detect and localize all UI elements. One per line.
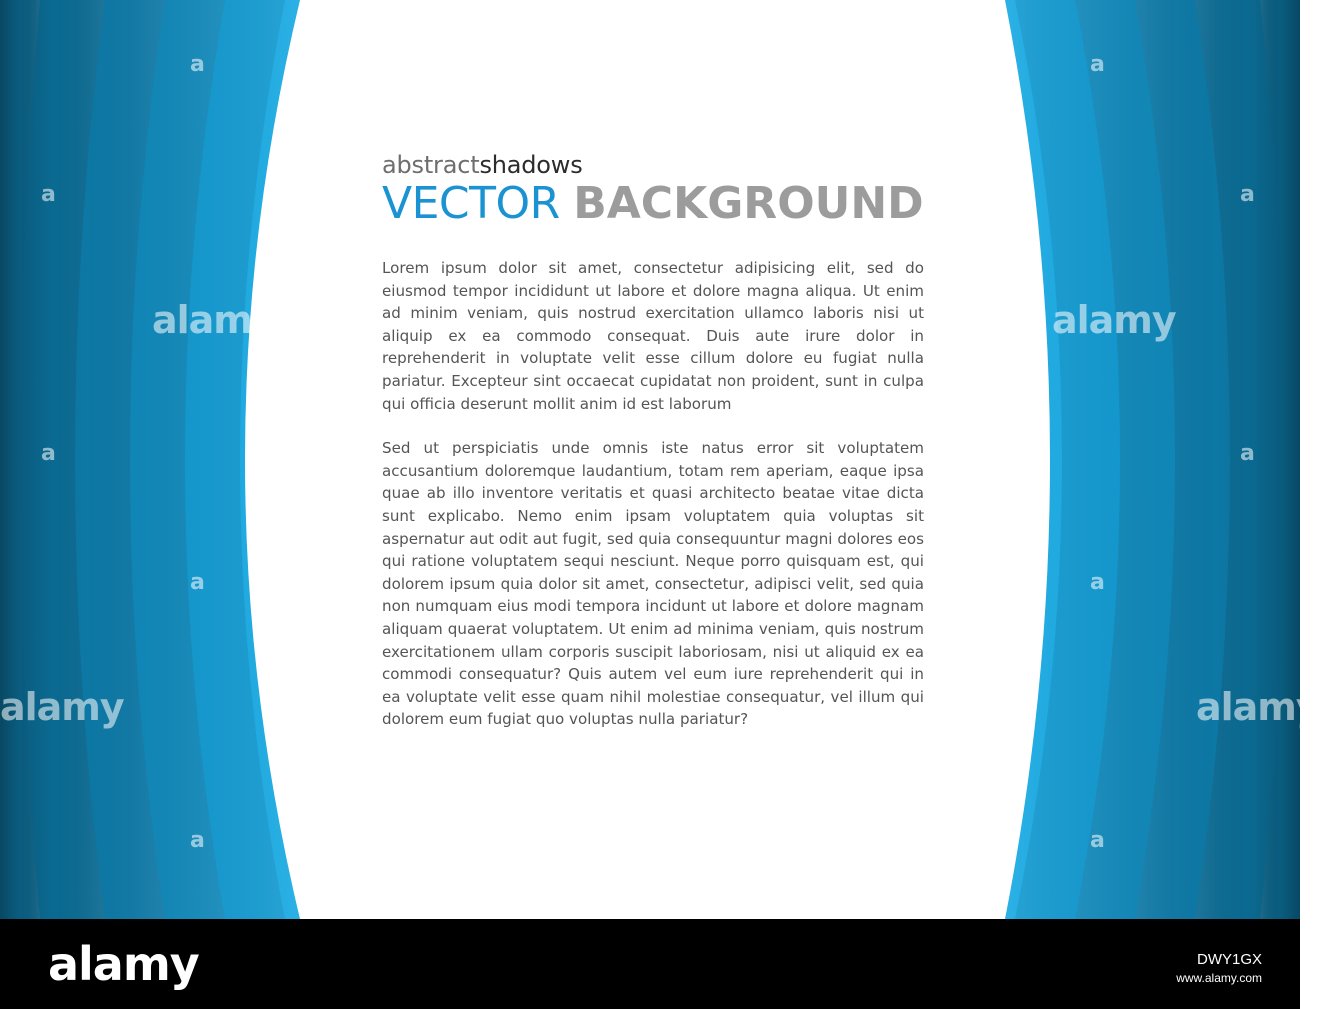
title — [382, 178, 924, 230]
footer-url: www.alamy.com — [1176, 971, 1262, 985]
watermark-logo: alamy — [152, 298, 276, 342]
subtitle-part-shadows: shadows — [479, 151, 583, 179]
alamy-logo: alamy — [48, 937, 199, 991]
text-panel — [382, 150, 924, 731]
subtitle-part-abstract: abstract — [382, 151, 480, 179]
watermark-letter: a — [1090, 828, 1105, 853]
watermark-letter: a — [190, 52, 205, 77]
watermark-letter: a — [1090, 52, 1105, 77]
watermark-letter: a — [190, 570, 205, 595]
watermark-letter: a — [1090, 570, 1105, 595]
title-part-background: BACKGROUND — [573, 178, 924, 229]
body-paragraph-2: Sed ut perspiciatis unde omnis iste natus error sit voluptatem accusantium doloremque laudantium, totam rem aperiam, eaque ipsa quae ab illo inventore veritatis et quasi architecto beatae vitae dicta sunt explicabo. Nemo enim ipsam voluptatem quia voluptas sit aspernatur aut odit aut fugit, sed quia consequuntur magni dolores eos qui ratione voluptatem sequi nesciunt. Neque porro quisquam est, qui dolorem ipsum quia dolor sit amet, consectetur, adipisci velit, sed quia non numquam eius modi tempora incidunt ut labore et dolore magnam aliquam quaerat voluptatem. Ut enim ad minima veniam, quis nostrum exercitationem ullam corporis suscipit laboriosam, nisi ut aliquid ex ea commodi consequatur? Quis autem vel eum iure reprehenderit qui in ea voluptate velit esse quam nihil molestiae consequatur, vel illum qui dolorem eum fugiat quo voluptas nulla pariatur? — [382, 439, 924, 729]
right-stripes — [1005, 0, 1300, 919]
image-id: DWY1GX — [1196, 951, 1262, 968]
watermark-logo: alamy — [0, 685, 124, 729]
watermark-letter: a — [1240, 182, 1255, 207]
watermark-letter: a — [41, 441, 56, 466]
title-part-vector: VECTOR — [382, 178, 560, 229]
watermark-logo: alamy — [1052, 298, 1176, 342]
body-paragraph-1: Lorem ipsum dolor sit amet, consectetur adipisicing elit, sed do eiusmod tempor incididunt ut labore et dolore magna aliqua. Ut enim ad minim veniam, quis nostrud exercitation ullamco laboris nisi ut aliquip ex ea commodo consequat. Duis aute irure dolor in reprehenderit in voluptate velit esse cillum dolore eu fugiat nulla pariatur. Excepteur sint occaecat cupidatat non proident, sunt in culpa qui officia deserunt mollit anim id est laborum — [382, 259, 924, 413]
subtitle — [382, 150, 924, 180]
watermark-logo: alamy — [1196, 685, 1320, 729]
watermark-letter: a — [190, 828, 205, 853]
watermark-letter: a — [41, 182, 56, 207]
watermark-letter: a — [1240, 441, 1255, 466]
footer-bar — [0, 919, 1300, 1009]
